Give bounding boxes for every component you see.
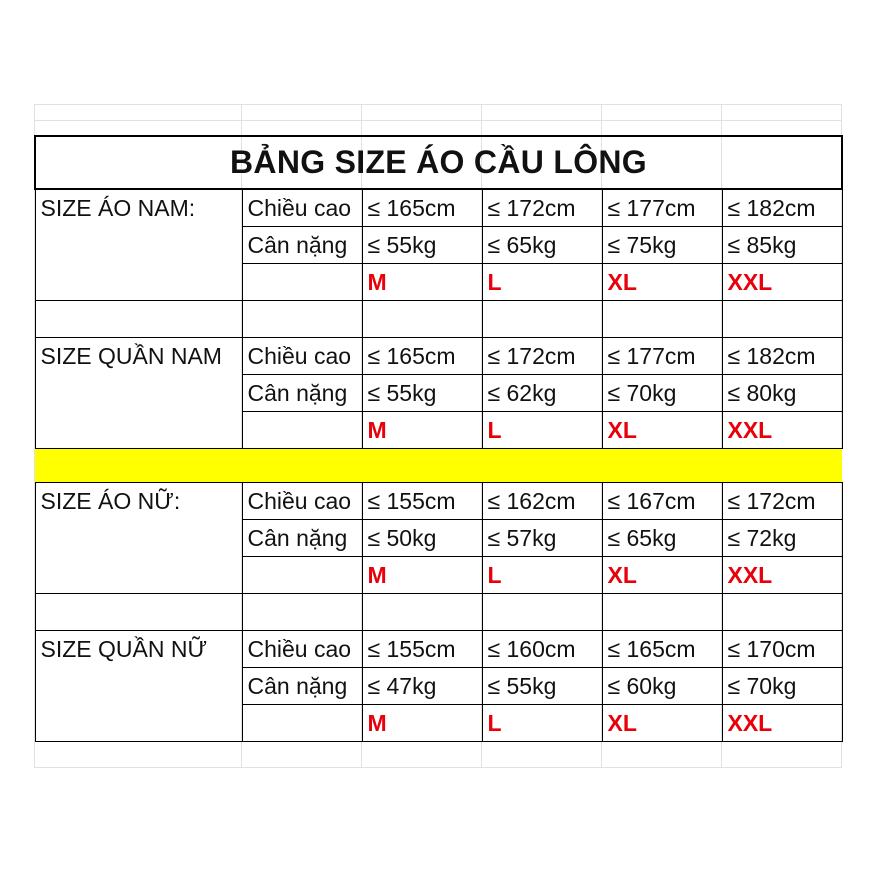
weight-cell[interactable]: ≤ 65kg (482, 227, 602, 264)
table-row (35, 227, 842, 264)
size-cell[interactable]: XXL (722, 705, 842, 742)
empty-cell[interactable] (242, 412, 362, 449)
empty-cell[interactable] (35, 668, 242, 705)
table-row (35, 338, 842, 375)
height-cell[interactable]: ≤ 177cm (602, 189, 722, 227)
gridline (34, 120, 841, 121)
empty-cell[interactable] (242, 594, 362, 631)
size-cell[interactable]: L (482, 412, 602, 449)
table-row (35, 412, 842, 449)
weight-cell[interactable]: ≤ 72kg (722, 520, 842, 557)
table-row (35, 557, 842, 594)
height-cell[interactable]: ≤ 155cm (362, 631, 482, 668)
empty-cell[interactable] (35, 227, 242, 264)
empty-cell[interactable] (362, 594, 482, 631)
height-cell[interactable]: ≤ 155cm (362, 483, 482, 520)
table-row (35, 668, 842, 705)
title-row (35, 136, 842, 189)
size-cell[interactable]: XL (602, 705, 722, 742)
table-row (35, 705, 842, 742)
height-cell[interactable]: ≤ 162cm (482, 483, 602, 520)
empty-cell[interactable] (242, 557, 362, 594)
empty-cell[interactable] (602, 594, 722, 631)
gridline (34, 767, 841, 768)
height-cell[interactable]: ≤ 167cm (602, 483, 722, 520)
empty-cell[interactable] (482, 301, 602, 338)
row-label-weight[interactable]: Cân nặng (242, 520, 362, 557)
empty-cell[interactable] (35, 594, 242, 631)
empty-cell[interactable] (35, 412, 242, 449)
size-cell[interactable]: XXL (722, 412, 842, 449)
weight-cell[interactable]: ≤ 65kg (602, 520, 722, 557)
empty-cell[interactable] (35, 264, 242, 301)
empty-cell[interactable] (35, 375, 242, 412)
row-label-height[interactable]: Chiều cao (242, 338, 362, 375)
section-label[interactable]: SIZE QUẦN NAM (35, 338, 242, 375)
weight-cell[interactable]: ≤ 50kg (362, 520, 482, 557)
row-label-weight[interactable]: Cân nặng (242, 668, 362, 705)
height-cell[interactable]: ≤ 165cm (362, 338, 482, 375)
height-cell[interactable]: ≤ 160cm (482, 631, 602, 668)
height-cell[interactable]: ≤ 177cm (602, 338, 722, 375)
empty-cell[interactable] (362, 301, 482, 338)
empty-cell[interactable] (35, 705, 242, 742)
table-row (35, 264, 842, 301)
table-row (35, 483, 842, 520)
weight-cell[interactable]: ≤ 80kg (722, 375, 842, 412)
spacer-row (35, 594, 842, 631)
empty-cell[interactable] (602, 301, 722, 338)
size-cell[interactable]: XL (602, 412, 722, 449)
height-cell[interactable]: ≤ 170cm (722, 631, 842, 668)
empty-cell[interactable] (35, 520, 242, 557)
gridline (34, 104, 841, 105)
size-cell[interactable]: L (482, 557, 602, 594)
row-label-weight[interactable]: Cân nặng (242, 375, 362, 412)
weight-cell[interactable]: ≤ 55kg (482, 668, 602, 705)
size-cell[interactable]: L (482, 705, 602, 742)
chart-title[interactable]: BẢNG SIZE ÁO CẦU LÔNG (35, 136, 842, 189)
empty-cell[interactable] (35, 557, 242, 594)
empty-cell[interactable] (482, 594, 602, 631)
height-cell[interactable]: ≤ 182cm (722, 338, 842, 375)
weight-cell[interactable]: ≤ 55kg (362, 227, 482, 264)
weight-cell[interactable]: ≤ 57kg (482, 520, 602, 557)
size-cell[interactable]: XL (602, 557, 722, 594)
weight-cell[interactable]: ≤ 70kg (722, 668, 842, 705)
size-cell[interactable]: M (362, 412, 482, 449)
highlight-row (35, 449, 842, 483)
weight-cell[interactable]: ≤ 47kg (362, 668, 482, 705)
empty-cell[interactable] (722, 301, 842, 338)
weight-cell[interactable]: ≤ 55kg (362, 375, 482, 412)
weight-cell[interactable]: ≤ 70kg (602, 375, 722, 412)
empty-cell[interactable] (722, 594, 842, 631)
height-cell[interactable]: ≤ 165cm (602, 631, 722, 668)
height-cell[interactable]: ≤ 172cm (722, 483, 842, 520)
size-cell[interactable]: XL (602, 264, 722, 301)
section-label[interactable]: SIZE ÁO NỮ: (35, 483, 242, 520)
size-cell[interactable]: M (362, 264, 482, 301)
row-label-weight[interactable]: Cân nặng (242, 227, 362, 264)
size-cell[interactable]: L (482, 264, 602, 301)
size-chart-table (34, 135, 843, 742)
height-cell[interactable]: ≤ 172cm (482, 189, 602, 227)
weight-cell[interactable]: ≤ 75kg (602, 227, 722, 264)
size-cell[interactable]: M (362, 557, 482, 594)
size-cell[interactable]: XXL (722, 557, 842, 594)
size-cell[interactable]: XXL (722, 264, 842, 301)
empty-cell[interactable] (242, 264, 362, 301)
empty-cell[interactable] (242, 705, 362, 742)
table-row (35, 520, 842, 557)
height-cell[interactable]: ≤ 172cm (482, 338, 602, 375)
spacer-row (35, 301, 842, 338)
table-row (35, 375, 842, 412)
table-row (35, 631, 842, 668)
weight-cell[interactable]: ≤ 62kg (482, 375, 602, 412)
height-cell[interactable]: ≤ 165cm (362, 189, 482, 227)
size-cell[interactable]: M (362, 705, 482, 742)
section-label[interactable]: SIZE QUẦN NỮ (35, 631, 242, 668)
row-label-height[interactable]: Chiều cao (242, 189, 362, 227)
height-cell[interactable]: ≤ 182cm (722, 189, 842, 227)
weight-cell[interactable]: ≤ 60kg (602, 668, 722, 705)
weight-cell[interactable]: ≤ 85kg (722, 227, 842, 264)
row-label-height[interactable]: Chiều cao (242, 631, 362, 668)
table-row (35, 189, 842, 227)
empty-cell[interactable] (35, 301, 242, 338)
empty-cell[interactable] (242, 301, 362, 338)
row-label-height[interactable]: Chiều cao (242, 483, 362, 520)
highlight-divider[interactable] (35, 449, 842, 483)
section-label[interactable]: SIZE ÁO NAM: (35, 189, 242, 227)
